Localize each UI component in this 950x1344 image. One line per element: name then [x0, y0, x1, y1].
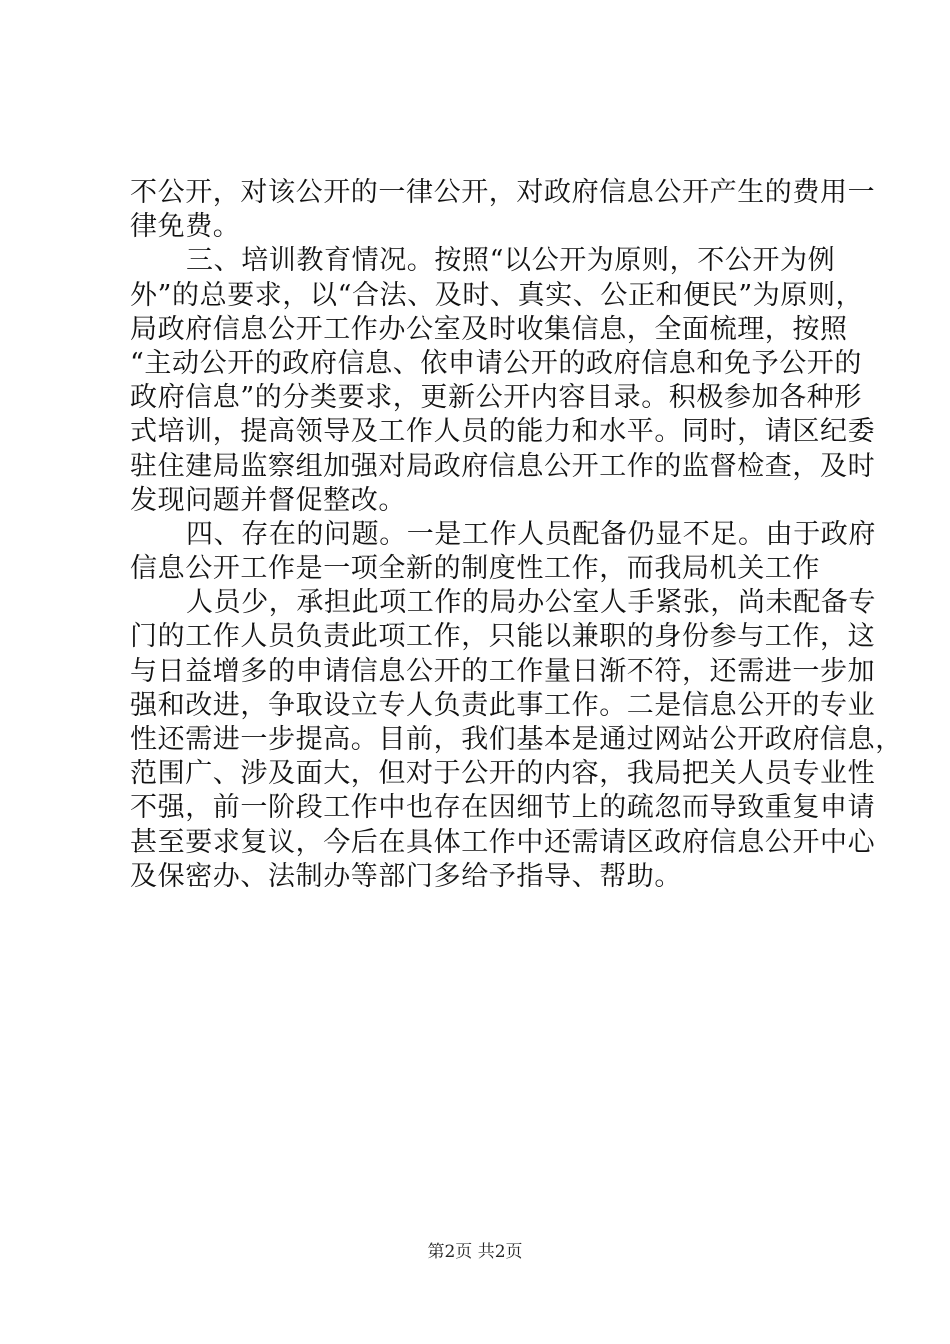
text-line: 性还需进一步提高。目前，我们基本是通过网站公开政府信息，: [130, 724, 903, 755]
text-line: 驻住建局监察组加强对局政府信息公开工作的监督检查，及时: [130, 450, 876, 482]
text-line: 甚至要求复议，今后在具体工作中还需请区政府信息公开中心: [130, 826, 876, 858]
text-line: 局政府信息公开工作办公室及时收集信息，全面梳理，按照: [130, 313, 848, 345]
paragraph-start-line: 人员少，承担此项工作的局办公室人手紧张，尚未配备专: [186, 587, 876, 619]
text-line: 不强，前一阶段工作中也存在因细节上的疏忽而导致重复申请: [130, 792, 876, 824]
text-line: 发现问题并督促整改。: [130, 484, 406, 516]
document-body: [130, 176, 903, 894]
text-line: 外”的总要求，以“合法、及时、真实、公正和便民”为原则，: [130, 279, 864, 311]
page-number-footer: 第2页 共2页: [427, 1242, 523, 1262]
paragraph-start-line: 四、存在的问题。一是工作人员配备仍显不足。由于政府: [186, 518, 876, 550]
text-line: 范围广、涉及面大，但对于公开的内容，我局把关人员专业性: [130, 758, 876, 790]
text-line: 及保密办、法制办等部门多给予指导、帮助。: [130, 860, 682, 892]
text-line: 门的工作人员负责此项工作，只能以兼职的身份参与工作，这: [130, 621, 876, 653]
text-line: “主动公开的政府信息、依申请公开的政府信息和免予公开的: [130, 347, 863, 379]
text-line: 与日益增多的申请信息公开的工作量日渐不符，还需进一步加: [130, 655, 876, 687]
text-line: 信息公开工作是一项全新的制度性工作，而我局机关工作: [130, 553, 820, 585]
text-line: 强和改进，争取设立专人负责此事工作。二是信息公开的专业: [130, 689, 876, 721]
paragraph-start-line: 三、培训教育情况。按照“以公开为原则，不公开为例: [186, 245, 836, 277]
text-line: 政府信息”的分类要求，更新公开内容目录。积极参加各种形: [130, 382, 863, 414]
text-line: 律免费。: [130, 211, 241, 243]
text-line: 不公开，对该公开的一律公开，对政府信息公开产生的费用一: [130, 177, 876, 208]
text-line: 式培训，提高领导及工作人员的能力和水平。同时，请区纪委: [130, 416, 876, 448]
